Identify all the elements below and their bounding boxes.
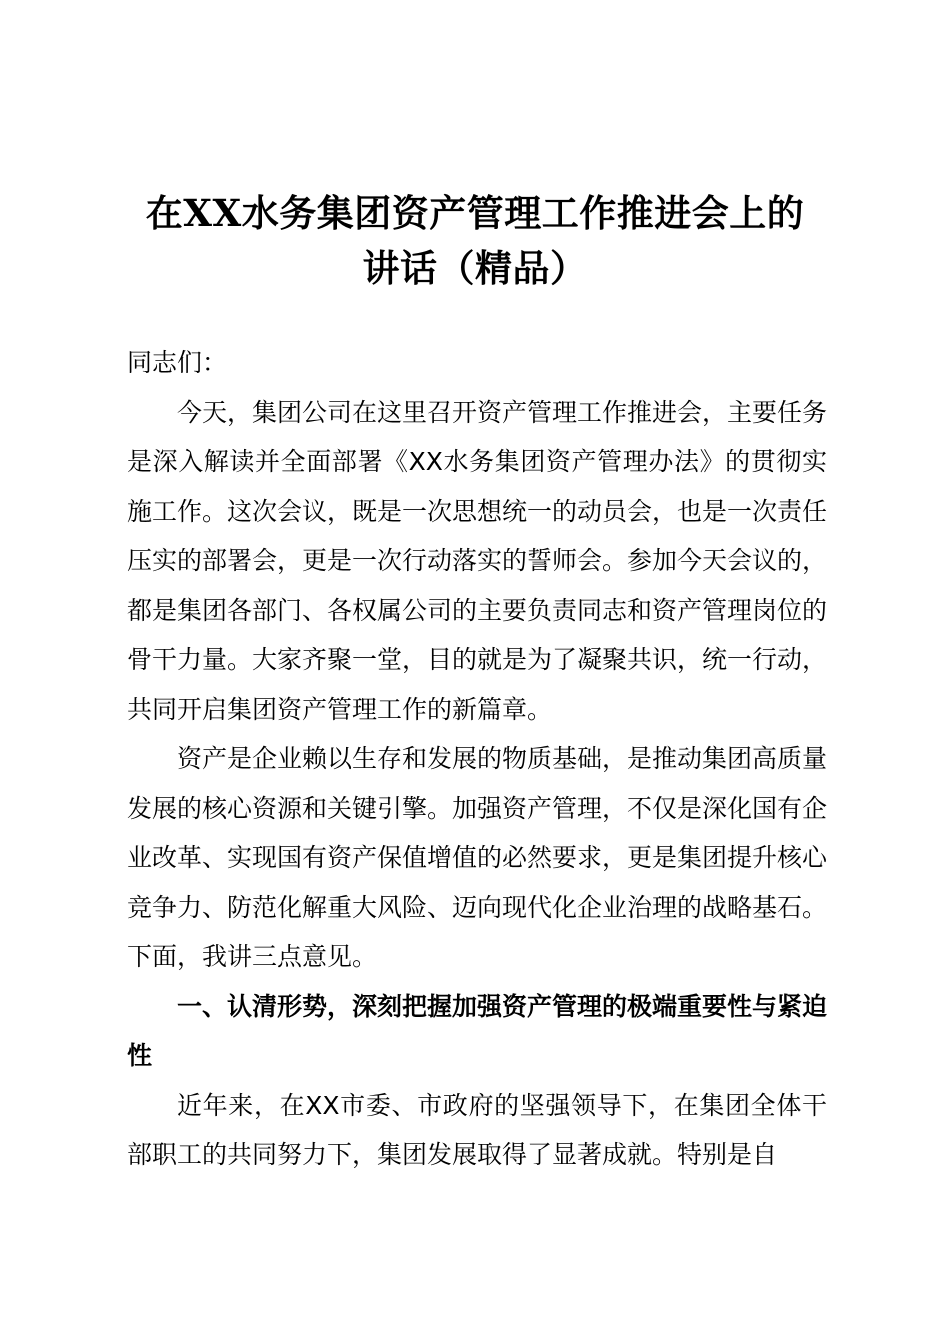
paragraph-1: 今天，集团公司在这里召开资产管理工作推进会，主要任务是深入解读并全面部署《XX水务集团资产管理办法》的贯彻实施工作。这次会议，既是一次思想统一的动员会，也是一次责任压实的部署会，更是一次行动落实的誓师会。参加今天会议的，都是集团各部门、各权属公司的主要负责同志和资产管理岗位的骨干力量。大家齐聚一堂，目的就是为了凝聚共识，统一行动，共同开启集团资产管理工作的新篇章。 xyxy=(127,397,828,724)
document-body xyxy=(127,338,827,1180)
paragraph-2: 资产是企业赖以生存和发展的物质基础，是推动集团高质量发展的核心资源和关键引擎。加强资产管理，不仅是深化国有企业改革、实现国有资产保值增值的必然要求，更是集团提升核心竞争力、防范化解重大风险、迈向现代化企业治理的战略基石。下面，我讲三点意见。 xyxy=(127,744,828,971)
section-heading-1: 一、认清形势，深刻把握加强资产管理的极端重要性与紧迫性 xyxy=(127,991,828,1070)
salutation: 同志们： xyxy=(127,348,228,377)
title-line-1: 在XX水务集团资产管理工作推进会上的 xyxy=(145,191,805,235)
document-title xyxy=(100,186,850,296)
title-line-2: 讲话（精品） xyxy=(362,246,588,290)
paragraph-3: 近年来，在XX市委、市政府的坚强领导下，在集团全体干部职工的共同努力下，集团发展取得了显著成就。特别是自 xyxy=(127,1090,827,1169)
